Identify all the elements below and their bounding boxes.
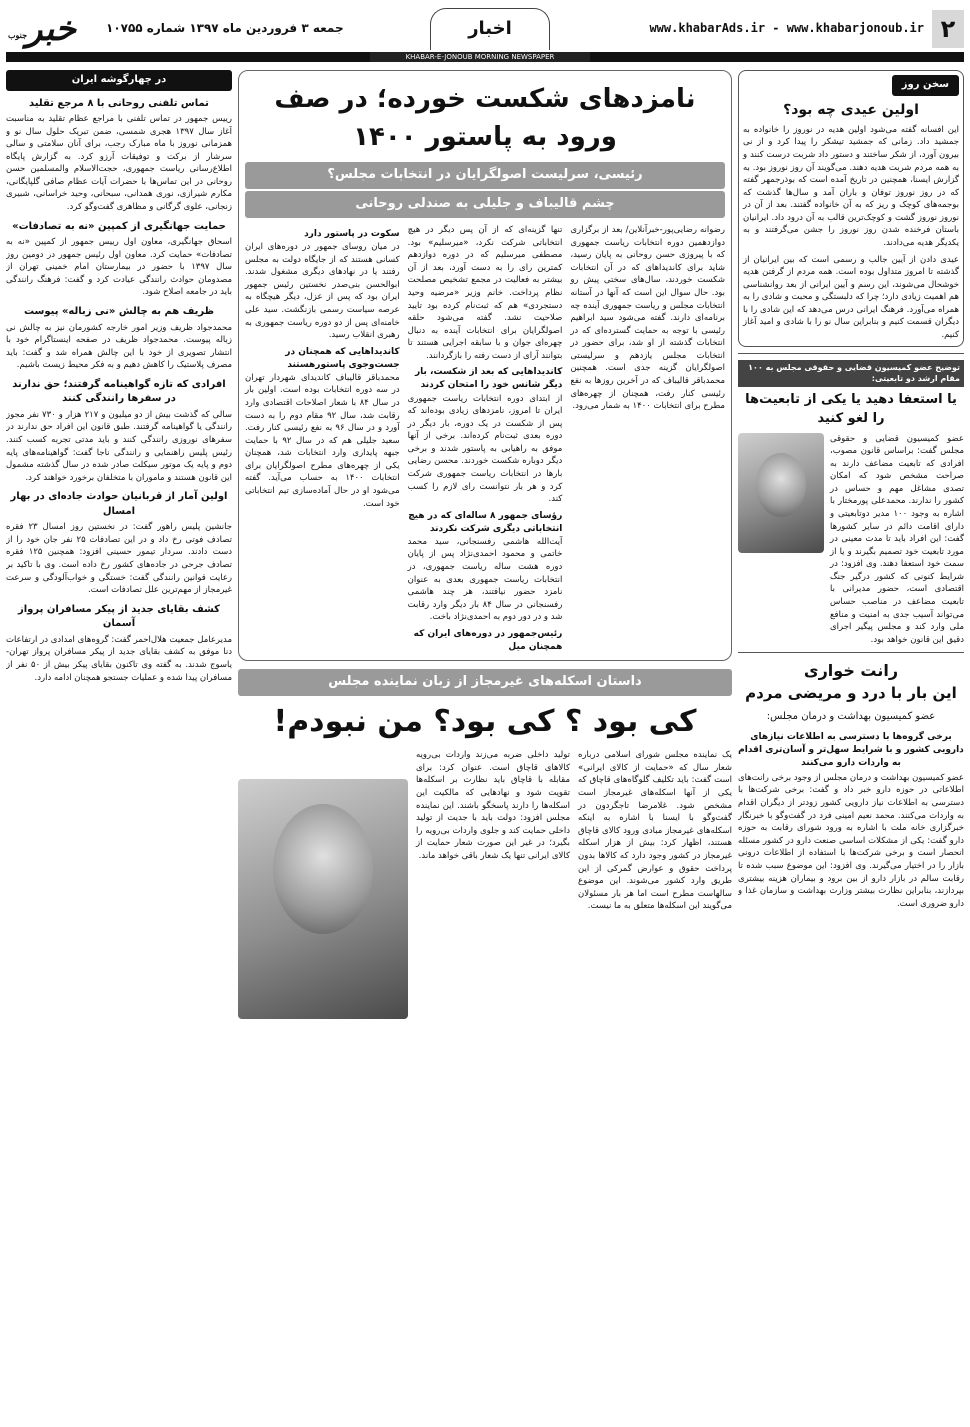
section-title: اخبار xyxy=(430,8,550,50)
main-headline: نامزدهای شکست خورده؛ در صف ورود به پاستور ۱۴۰۰ xyxy=(274,84,696,152)
news5-title: اولین آمار از قربانیان حوادث جاده‌ای در بهار امسال xyxy=(10,491,228,517)
editorial-body-2: عیدی دادن از آیین جالب و رسمی است که بین ایرانیان از گذشته تا امروز متداول بوده است. همه مردم از گرفتن هدیه خوشحال می‌شوند، این رسم و آیین ایرانی از بعد روانشناسی هم اهمیت زیادی دارد؛ چرا که دلبستگی و محبت و شادی را به همراه می‌آورد. فرهنگ ایرانی درس می‌دهد که این شادی را با دیگران قسمت کنیم و بنابراین سال نو را با شادی و امید آغاز کنیم. xyxy=(743,254,959,341)
main-text-b3: آیت‌الله هاشمی رفسنجانی، سید محمد خاتمی و محمود احمدی‌نژاد پس از پایان دوره هشت ساله ریاست جمهوری، در انتخابات ریاست جمهوری بعدی به عنوان نامزد حضور نیافتند، هر چند هاشمی رفسنجانی در سال ۸۴ بار دیگر وارد رقابت شد و در دور دوم به احمدی‌نژاد باخت. xyxy=(407,536,563,623)
main-text-b2: از ابتدای دوره انتخابات ریاست جمهوری ایران تا امروز، نامزدهای زیادی بوده‌اند که پس از شکست در یک دوره، بار دیگر در دوره بعدی ثبت‌نام کرده‌اند. برخی از آنها موفق به راهیابی به پاستور شدند و برخی دیگر دوباره شکست خوردند. محسن رضایی بارها در انتخابات ریاست جمهوری شرکت کرد و هر بار نتوانست رای لازم را کسب کند. xyxy=(407,393,563,505)
second-story-kicker: داستان اسکله‌های غیرمجاز از زبان نماینده مجلس xyxy=(238,669,732,696)
main-story-box xyxy=(238,70,732,661)
main-subhead-b2: رؤسای جمهور ۸ ساله‌ای که در هیچ انتخاباتی دیگری شرکت نکردند xyxy=(408,510,563,534)
second-story-body xyxy=(238,749,732,1019)
article2-title: رانت خواری xyxy=(803,661,899,681)
portrait-face xyxy=(756,453,806,517)
news5-body: جانشین پلیس راهور گفت: در نخستین روز امسال ۲۳ فقره تصادف فوتی رخ داد و در این تصادفات ۲۵ نفر جان خود را از دست دادند. سردار تیمور حسینی افزود: همچنین ۱۲۵ فقره تصادف جرحی در جاده‌های کشور رخ داده است. وی با تاکید بر رعایت قوانین رانندگی گفت: خستگی و خواب‌آلودگی و سرعت غیرمجاز از مهم‌ترین علل تصادفات است. xyxy=(6,522,232,596)
article2-title-2: این بار با درد و مریضی مردم xyxy=(745,683,957,702)
news1-title: تماس تلفنی روحانی با ۸ مرجع تقلید xyxy=(29,97,209,109)
issue-date: جمعه ۳ فروردین ماه ۱۳۹۷ شماره ۱۰۷۵۵ xyxy=(106,21,344,35)
editorial-title: اولین عیدی چه بود؟ xyxy=(783,101,919,118)
editorial-box xyxy=(738,70,964,347)
article2-kicker: عضو کمیسیون بهداشت و درمان مجلس: xyxy=(766,711,936,723)
news2-body: اسحاق جهانگیری، معاون اول رییس جمهور از کمپین «نه به تصادفات» حمایت کرد. معاون اول رئیس جمهور در دومین روز سال ۱۳۹۷ با حضور در بیمارستان امام خمینی تهران از مصدومان حوادث رانندگی عیادت کرد و گفت: فرهنگ رانندگی باید در جامعه اصلاح شود. xyxy=(6,237,232,298)
second-story-headline: کی بود ؟ کی بود؟ من نبودم! xyxy=(273,703,697,739)
mp-face xyxy=(273,804,373,934)
second-col-b xyxy=(416,749,570,1019)
main-subhead-c: کاندیداهایی که همچنان در جست‌وجوی پاستورهستند xyxy=(285,346,400,370)
main-text-b: تنها گزینه‌ای که از آن پس دیگر در هیچ انتخاباتی شرکت نکرد، «میرسلیم» بود. مصطفی میرسلیم که در دوره دوازدهم کمترین رای را به دست آورد، بعد از آن بیشتر به فعالیت در مجمع تشخیص مصلحت نظام پرداخت. خانم وزیر «مرضیه وحید دستجردی» هم که ثبت‌نام کرده بود تایید صلاحیت نشد. گفته می‌شود حلقه اصولگرایان برای انتخابات آینده به دنبال چهره‌ای جوان و با سابقه اجرایی هستند تا بتوانند آرای از دست رفته را بازگردانند. xyxy=(407,225,563,361)
header-urls: www.khabarAds.ir - www.khabarjonoub.ir xyxy=(649,21,924,35)
divider xyxy=(738,353,964,354)
main-text-a: رضوانه رضایی‌پور-خبرآنلاین/ بعد از برگزاری دوازدهمین دوره انتخابات ریاست جمهوری که با پیروزی حسن روحانی به پایان رسید، شاید برای کاندیداهای که در آن انتخابات شکست خوردند، سال‌های سختی پیش رو بود. حال سوال این است که آنها در آستانه انتخابات مجلس و ریاست جمهوری آینده چه برنامه‌ای دارند. گفته می‌شود سید ابراهیم رئیسی با توجه به حمایت گسترده‌ای که در انتخابات گذشته از او شد، برای حضور در انتخابات مجلس یازدهم و سرلیستی اصولگرایان گزینه جدی است. همچنین محمدباقر قالیباف که در آخرین روزها به نفع رئیسی کنار رفت، همچنان از چهره‌های مطرح برای انتخابات ۱۴۰۰ به شمار می‌رود. xyxy=(570,225,725,412)
right-column xyxy=(738,70,964,1419)
main-story-columns xyxy=(245,224,725,654)
article2-subtitle: برخی گروه‌ها با دسترسی به اطلاعات نیازهای دارویی کشور و با شرایط سهل‌تر و آسان‌تری اقدام به واردات دارو می‌کنند xyxy=(738,731,964,768)
editorial-tag: سخن روز xyxy=(892,75,959,96)
mp-photo xyxy=(238,779,408,1019)
main-col-b xyxy=(408,224,563,654)
news3-body: محمدجواد ظریف وزیر امور خارجه کشورمان نیز به چالش نی زباله پیوست. محمدجواد ظریف در صفحه اینستاگرام خود با انتشار تصویری از خود با این چالش همراه شد و گفت: باید مصرف پلاستیک را کاهش دهیم و به فکر محیط زیست باشیم. xyxy=(6,322,232,371)
news4-title: افرادی که تازه گواهینامه گرفتند؛ حق ندارند در سفرها رانندگی کنند xyxy=(12,378,226,405)
second-text-a: یک نماینده مجلس شورای اسلامی درباره شعار سال که «حمایت از کالای ایرانی» است گفت: باید تکلیف گلوگاه‌های قاچاق که یکی از آنها اسکله‌های غیرمجاز است مشخص شود. غلامرضا تاجگردون در گفت‌وگو با ایسنا با اشاره به اینکه اسکله‌های غیرمجاز مبادی ورود کالای قاچاق هستند، اظهار کرد: بیش از هزار اسکله غیرمجاز در کشور وجود دارد که کالاها بدون پرداخت حقوق و عوارض گمرکی از این طریق وارد کشور می‌شوند. این موضوع سالهاست مطرح است اما هر بار مسئولان می‌گویند این اسکله‌ها متعلق به ما نیست. xyxy=(578,750,732,912)
main-subhead-b3: رئیس‌جمهور در دوره‌های ایران که همچنان میل xyxy=(413,628,563,652)
left-column xyxy=(6,70,232,1419)
logo-subtext: جنوب xyxy=(8,30,28,40)
main-subhead-c0: سکوت در پاستور دارد xyxy=(304,229,400,240)
news3-title: ظریف هم به چالش «نی زباله» پیوست xyxy=(23,306,215,318)
portrait-photo xyxy=(738,433,824,553)
main-col-c xyxy=(245,224,400,654)
editorial-body: این افسانه گفته می‌شود اولین هدیه در نوروز را خانواده به جمشید داد. زمانی که جمشید تیشکر را پیدا کرد و از نی بیرون آورد، از شکر ساختند و دستور داد شربت درست کنند و به همه مردم شربت هدیه دهند. می‌گویند آن روز نوروز بود. به گزارش ایسنا، همچنین در تاریخ آمده است که بوذرجمهر گفته که در روز نوروز توفان و باران آمد و سال‌ها گذشت که بوجمه‌های کوچک و ریز که به آن خانواده گفتند. بعد از آن در نوروز نوروز گشت و کوچک‌ترین قالب به آن درود داد. ایرانیان باستان فرخنده شدن روز نوروز را جشن می‌گرفتند و به یکدیگر هدیه می‌دادند. xyxy=(743,124,959,248)
main-text-c2: محمدباقر قالیباف کاندیدای شهردار تهران در سه دوره انتخابات بوده است. اولین بار در سال ۸۴ با شعار اصلاحات اقتصادی وارد رقابت شد، سال ۹۲ مقام دوم را به دست آورد و در سال ۹۶ به نفع رئیسی کنار رفت. سعید جلیلی هم که در سال ۹۲ با حمایت جبهه پایداری وارد انتخابات شد، همچنان یکی از چهره‌های مطرح اصولگرایان برای انتخابات ۱۴۰۰ به حساب می‌آید. گفته می‌شود او در حال آماده‌سازی تیم انتخاباتی خود است. xyxy=(244,372,400,509)
main-col-a xyxy=(570,224,725,654)
second-text-b: تولید داخلی ضربه می‌زند واردات بی‌رویه کالاهای قاچاق است. عنوان کرد: برای مقابله با قاچاق باید نظارت بر اسکله‌ها تقویت شود و نهادهایی که مالکیت این اسکله‌ها را دارند پاسخگو باشند. این نماینده مجلس افزود: دولت باید با جدیت از تولید داخلی حمایت کند و جلوی واردات بی‌رویه را بگیرد؛ در غیر این صورت شعار حمایت از کالای ایرانی تنها یک شعار باقی خواهد ماند. xyxy=(416,750,570,861)
article-block xyxy=(738,433,964,647)
article-text-wrap xyxy=(830,433,964,647)
news6-body: مدیرعامل جمعیت هلال‌احمر گفت: گروه‌های امدادی در ارتفاعات دنا موفق به کشف بقایای جدید از پیکر مسافران پرواز تهران-یاسوج شدند. به گفته وی تاکنون بقایای پیکر بیش از ۵۰ نفر از مسافران پیدا شده و عملیات جستجو همچنان ادامه دارد. xyxy=(6,634,232,683)
masthead xyxy=(6,8,964,58)
main-text-c: در میان روسای جمهور در دوره‌های ایران کسانی هستند که از جایگاه دولت به مجلس رفتند یا در نهادهای دیگری مشغول شدند. ابوالحسن بنی‌صدر نخستین رئیس جمهور ایران بود که پس از عزل، دیگر هیچگاه به عرصه سیاست رسمی بازنگشت. سید علی خامنه‌ای پس از دو دوره ریاست جمهوری به رهبری انقلاب رسید. xyxy=(244,242,400,341)
middle-column xyxy=(238,70,732,1419)
article2-body: عضو کمیسیون بهداشت و درمان مجلس از وجود برخی رانت‌های اطلاعاتی در حوزه دارو خبر داد و گفت: برخی شرکت‌ها با دسترسی به اطلاعات نیاز دارویی کشور زودتر از دیگران اقدام به واردات می‌کنند. محمد نعیم امینی فرد در گفت‌وگو با خبرنگار خبرگزاری خانه ملت با اشاره به ورود شورای رقابت به حوزه دارو گفت: یکی از مشکلات اساسی صنعت دارو در کشور مسئله انحصار است و برخی شرکت‌ها با استفاده از اطلاعات درونی بازار را در اختیار می‌گیرند. وی افزود: این موضوع سبب شده تا رقابت سالم در بازار دارو از بین برود و بیماران هزینه بیشتری بپردازند، بنابراین نظارت بیشتر وزارت بهداشت و سازمان غذا و دارو ضروری است. xyxy=(738,772,964,909)
page-number: ۲ xyxy=(932,10,964,48)
main-subhead-b1: کاندیداهایی که بعد از شکست، بار دیگر شانس خود را امتحان کردند xyxy=(414,367,563,391)
second-col-a xyxy=(578,749,732,1019)
divider xyxy=(738,652,964,653)
news1-body: رییس جمهور در تماس تلفنی با مراجع عظام تقلید به مناسبت آغاز سال ۱۳۹۷ هجری شمسی، ضمن تبریک حلول سال نو و همزمانی نوروز با ماه مبارک رجب، برای آنان سلامتی و سالی سرشار از برکت و توفیقات آرزو کرد. به گزارش پایگاه اطلاع‌رسانی ریاست جمهوری، حجت‌الاسلام والمسلمین حسن روحانی در این تماس‌ها با حضرات آیات عظام صافی گلپایگانی، مکارم شیرازی، نوری همدانی، سبحانی، وحید خراسانی، شبیری زنجانی، علوی گرگانی و مظاهری گفت‌وگو کرد. xyxy=(6,114,232,213)
main-subtitle-1: رئیسی، سرلیست اصولگرایان در انتخابات مجلس؟ xyxy=(245,162,725,189)
article-title: یا استعفا دهید یا یکی از تابعیت‌ها را لغو کنید xyxy=(745,391,957,426)
news2-title: حمایت جهانگیری از کمپین «نه به تصادفات» xyxy=(12,220,226,232)
provinces-tag: در چهارگوشه ایران xyxy=(6,70,232,91)
second-story xyxy=(238,669,732,1019)
article-kicker: توضیح عضو کمیسیون قضایی و حقوقی مجلس به ۱۰۰ مقام ارشد دو تابعیتی: xyxy=(738,360,964,387)
main-subtitle-2: چشم قالیباف و جلیلی به صندلی روحانی xyxy=(245,191,725,218)
logo-text: خبر xyxy=(25,9,77,49)
news6-title: کشف بقایای جدید از پیکر مسافران پرواز آسمان xyxy=(18,603,220,630)
band-title: KHABAR-E-JONOUB MORNING NEWSPAPER xyxy=(370,52,590,62)
newspaper-logo xyxy=(6,8,96,52)
article-body: عضو کمیسیون قضایی و حقوقی مجلس گفت: براساس قانون مصوب، افرادی که تابعیت مضاعف دارند به صراحت مشخص شود که امکان تصدی مشاغل مهم و حساس در کشور را ندارند. محمدعلی پورمختار با اشاره به وجود ۱۰۰ مدیر دوتابعیتی و دارای اقامت دائم در سایر کشورها گفت: این افراد باید تا مدت معینی در مورد تابعیت خود تصمیم بگیرند و یا از سمت خود استعفا دهند. وی افزود: در شرایط کنونی که کشور درگیر جنگ اقتصادی است، حضور مدیرانی با تابعیت مضاعف در مناصب حساس می‌تواند آسیب جدی به امنیت و منافع ملی وارد کند و مجلس پیگیر اجرای دقیق این قانون خواهد بود. xyxy=(830,433,964,645)
news4-body: سالی که گذشت بیش از دو میلیون و ۲۱۷ هزار و ۷۳۰ نفر مجوز رانندگی یا گواهینامه گرفتند. طبق قانون این افراد حق ندارند در سفرهای نوروزی رانندگی کنند و باید مدتی تجربه کسب کنند. رئیس پلیس راهنمایی و رانندگی ناجا گفت: گواهینامه‌های پایه دوم و پایه یک موتور سیکلت صادر شده در سال گذشته مشمول این قانون هستند و ماموران با متخلفان برخورد خواهند کرد. xyxy=(6,409,232,483)
